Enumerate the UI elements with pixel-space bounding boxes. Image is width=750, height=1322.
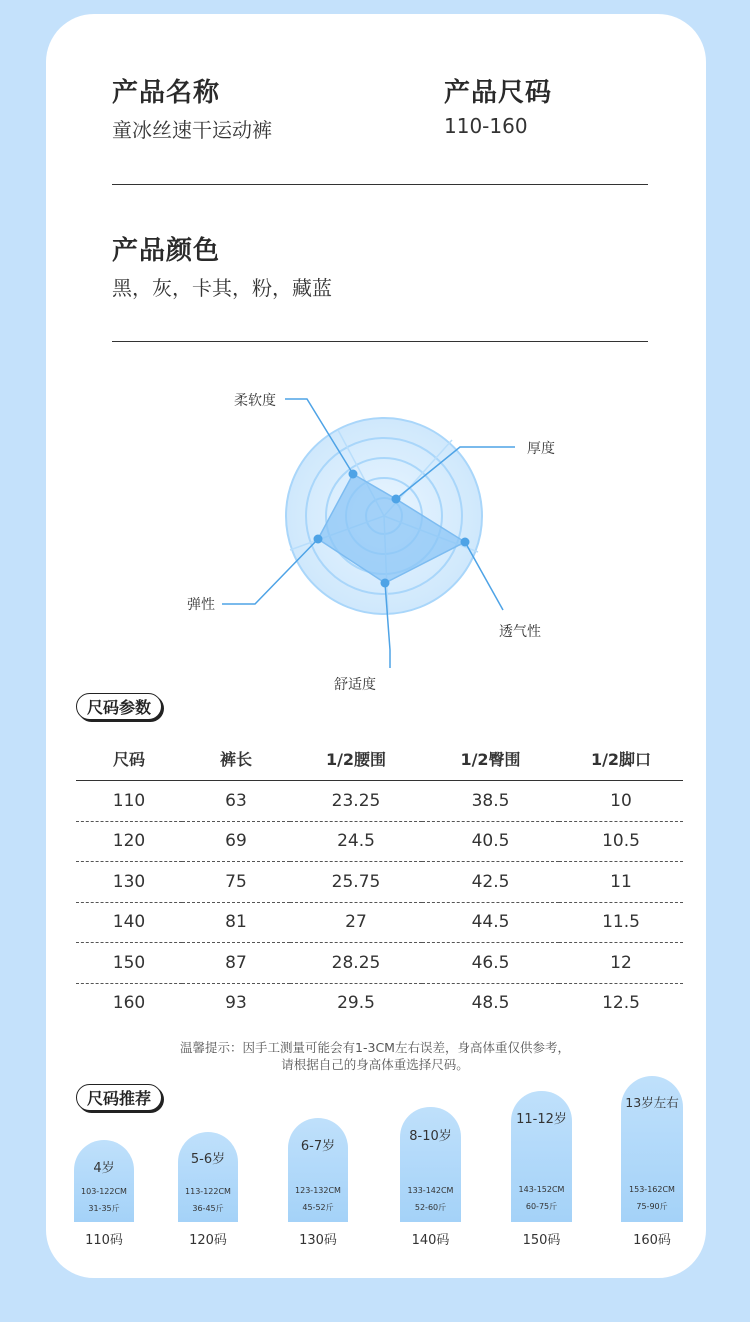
divider bbox=[112, 184, 648, 185]
table-cell: 11 bbox=[559, 862, 683, 903]
table-cell: 75 bbox=[182, 862, 290, 903]
table-row bbox=[76, 862, 683, 903]
table-cell: 40.5 bbox=[422, 821, 559, 862]
recommend-height: 143-152CM bbox=[518, 1185, 565, 1194]
recommend-weight: 45-52斤 bbox=[302, 1203, 334, 1212]
table-cell: 44.5 bbox=[422, 902, 559, 943]
table-cell: 87 bbox=[182, 943, 290, 984]
column-header: 1/2脚口 bbox=[559, 736, 683, 781]
recommend-card-120 bbox=[178, 1132, 238, 1222]
recommend-card-110 bbox=[74, 1140, 134, 1222]
recommend-weight: 31-35斤 bbox=[88, 1204, 120, 1213]
recommend-card-160 bbox=[621, 1076, 683, 1222]
size-params-tag: 尺码参数 bbox=[76, 693, 162, 720]
table-cell: 69 bbox=[182, 821, 290, 862]
table-cell: 81 bbox=[182, 902, 290, 943]
recommend-height: 103-122CM bbox=[81, 1187, 127, 1196]
recommend-height: 113-122CM bbox=[185, 1187, 231, 1196]
table-cell: 140 bbox=[76, 902, 182, 943]
recommend-age: 5-6岁 bbox=[190, 1152, 226, 1167]
product-size-title: 产品尺码 bbox=[444, 78, 553, 108]
recommend-size-label: 140码 bbox=[411, 1233, 450, 1248]
recommend-age: 11-12岁 bbox=[516, 1112, 567, 1127]
table-cell: 11.5 bbox=[559, 902, 683, 943]
table-cell: 160 bbox=[112, 993, 146, 1014]
table-cell: 10 bbox=[559, 781, 683, 822]
table-cell: 110 bbox=[76, 781, 182, 822]
recommend-height: 133-142CM bbox=[407, 1186, 454, 1195]
table-cell: 23.25 bbox=[290, 781, 422, 822]
recommend-size-label: 160码 bbox=[633, 1233, 671, 1248]
table-cell: 10.5 bbox=[559, 821, 683, 862]
table-cell: 29.5 bbox=[337, 993, 375, 1014]
recommend-weight: 52-60斤 bbox=[414, 1203, 447, 1212]
table-cell: 12 bbox=[559, 943, 683, 984]
recommend-card-150 bbox=[511, 1091, 572, 1222]
table-cell: 12.5 bbox=[602, 993, 640, 1014]
recommend-size-label: 130码 bbox=[299, 1233, 337, 1248]
recommend-age: 13岁左右 bbox=[625, 1095, 679, 1110]
recommend-age: 4岁 bbox=[93, 1161, 115, 1176]
recommend-size-label: 110码 bbox=[85, 1233, 123, 1248]
recommend-height: 153-162CM bbox=[629, 1185, 675, 1194]
size-recommend-tag: 尺码推荐 bbox=[76, 1084, 162, 1111]
recommend-size-label: 120码 bbox=[189, 1233, 227, 1248]
table-cell: 25.75 bbox=[290, 862, 422, 903]
leader-line-breathability bbox=[465, 542, 503, 610]
table-row bbox=[76, 943, 683, 984]
table-cell: 48.5 bbox=[471, 993, 510, 1014]
column-header: 尺码 bbox=[76, 736, 182, 781]
recommend-age: 6-7岁 bbox=[300, 1139, 336, 1154]
fabric-radar-diagram bbox=[0, 370, 750, 700]
table-row bbox=[76, 902, 683, 943]
table-cell: 93 bbox=[225, 993, 247, 1014]
product-name-value: 童冰丝速干运动裤 bbox=[112, 118, 272, 142]
radar-label-elasticity: 弹性 bbox=[187, 597, 215, 613]
table-row bbox=[76, 983, 683, 1023]
table-cell: 42.5 bbox=[422, 862, 559, 903]
table-cell: 38.5 bbox=[422, 781, 559, 822]
recommend-size-label: 150码 bbox=[522, 1233, 561, 1248]
radar-label-thickness: 厚度 bbox=[527, 441, 555, 457]
product-size-value: 110-160 bbox=[444, 114, 528, 138]
column-header: 1/2臀围 bbox=[422, 736, 559, 781]
table-row bbox=[76, 781, 683, 822]
table-cell: 28.25 bbox=[290, 943, 422, 984]
size-table bbox=[76, 736, 683, 1023]
product-color-value: 黑，灰，卡其，粉，藏蓝 bbox=[112, 276, 332, 300]
radar-label-comfort: 舒适度 bbox=[334, 677, 376, 693]
table-cell: 120 bbox=[76, 821, 182, 862]
recommend-height: 123-132CM bbox=[295, 1186, 341, 1195]
recommend-age: 8-10岁 bbox=[409, 1129, 452, 1144]
recommend-card-130 bbox=[288, 1118, 348, 1222]
product-color-title: 产品颜色 bbox=[112, 236, 221, 266]
recommend-weight: 60-75斤 bbox=[525, 1202, 558, 1211]
table-cell: 63 bbox=[182, 781, 290, 822]
radar-label-breathability: 透气性 bbox=[499, 624, 541, 640]
table-cell: 46.5 bbox=[422, 943, 559, 984]
recommend-weight: 36-45斤 bbox=[192, 1204, 224, 1213]
column-header: 裤长 bbox=[182, 736, 290, 781]
table-cell: 24.5 bbox=[290, 821, 422, 862]
product-name-title: 产品名称 bbox=[112, 78, 221, 108]
divider bbox=[112, 341, 648, 342]
recommend-weight: 75-90斤 bbox=[636, 1202, 668, 1211]
table-cell: 130 bbox=[76, 862, 182, 903]
measurement-note-line2: 请根据自己的身高体重选择尺码。 bbox=[281, 1057, 469, 1072]
table-cell: 27 bbox=[290, 902, 422, 943]
radar-label-softness: 柔软度 bbox=[234, 393, 276, 409]
table-row bbox=[76, 821, 683, 862]
table-header-row bbox=[76, 736, 683, 781]
recommend-card-140 bbox=[400, 1107, 461, 1222]
table-cell: 150 bbox=[76, 943, 182, 984]
measurement-note-line1: 温馨提示：因手工测量可能会有1-3CM左右误差，身高体重仅供参考， bbox=[180, 1040, 570, 1055]
column-header: 1/2腰围 bbox=[290, 736, 422, 781]
